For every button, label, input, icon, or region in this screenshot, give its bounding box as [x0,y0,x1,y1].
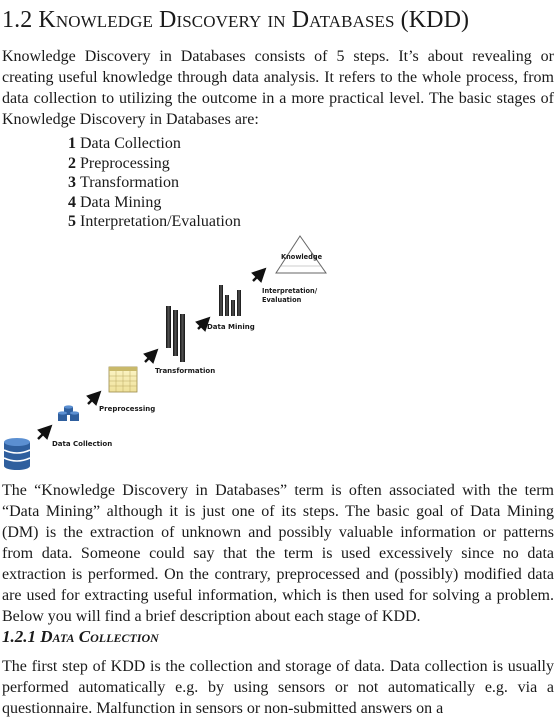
list-item: 4 Data Mining [68,193,162,211]
subsection-title-text: Data Collection [40,627,159,646]
section-title-text: Knowledge Discovery in Databases (KDD) [38,7,470,33]
kdd-process-diagram [0,232,556,472]
body-paragraph: The “Knowledge Discovery in Databases” term is often associated with the term “Data Mining” although it is just one of its steps. The basic goal of Data Mining (DM) is the extraction of unknown and possibly valuable information or patterns from data. Someone could say that the term is used excessively since no data extraction is performed. On the contrary, preprocessed and (possibly) modified data are used for extracting useful information, which is then used for solving a problem. Below you will find a brief description about each stage of KDD. [2,482,554,625]
arrow-icon [198,320,207,329]
small-database-icon [58,405,79,421]
section-number: 1.2 [2,7,33,33]
bar-chart-icon [219,285,241,316]
spreadsheet-icon [109,367,137,392]
label-data-collection: Data Collection [52,440,113,448]
subsection-title [2,626,159,648]
label-interpretation-line2: Evaluation [262,296,302,304]
label-transformation: Transformation [155,367,216,375]
subsection-number: 1.2.1 [2,627,36,646]
subsection-paragraph: The first step of KDD is the collection and storage of data. Data collection is usually performed automatically e.g. by using sensors or not automatically e.g. via a questionnaire. Malfunction in sensors or non-submitted answers on a [2,658,554,717]
label-data-mining: Data Mining [207,323,255,331]
label-preprocessing: Preprocessing [99,405,156,413]
label-interpretation-line1: Interpretation/ [262,287,318,295]
kdd-steps-list [68,134,241,232]
label-knowledge: Knowledge [281,253,323,261]
arrow-icon [253,271,263,281]
list-item: 1 Data Collection [68,135,181,152]
arrow-icon [145,352,155,362]
arrow-icon [88,394,98,404]
section-title [2,6,469,34]
intro-paragraph: Knowledge Discovery in Databases consists of 5 steps. It’s about revealing or creating useful knowledge through data analysis. It refers to the whole process, from data collection to utilizing the outcome in a more practical level. The basic stages of Knowledge Discovery in Databases are: [2,48,554,128]
list-item: 5 Interpretation/Evaluation [68,213,241,230]
list-item: 3 Transformation [68,174,179,191]
bar-columns-icon [166,306,185,362]
list-item: 2 Preprocessing [68,154,170,172]
database-stack-icon [4,438,30,470]
arrow-icon [38,428,49,439]
